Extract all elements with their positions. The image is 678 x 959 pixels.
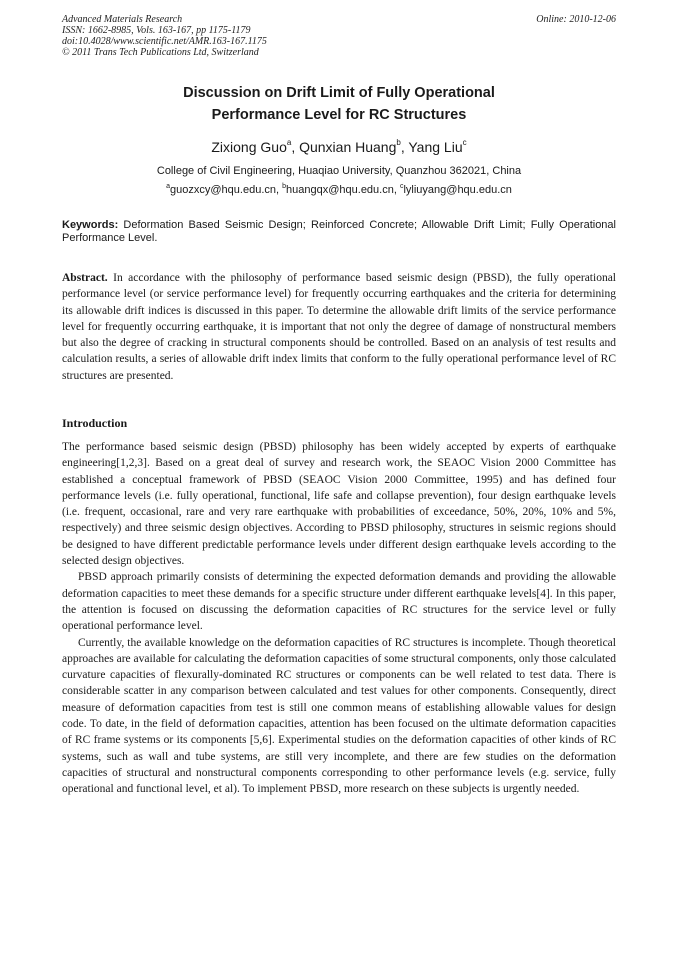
section-heading-introduction: Introduction [62, 416, 128, 430]
journal-meta [62, 14, 267, 58]
author: Zixiong Guo$^a$, [211, 138, 300, 155]
abstract-block [62, 270, 616, 384]
doi-line: doi:10.4028/www.scientific.net/AMR.163-167.1175 [62, 36, 267, 47]
journal-name: Advanced Materials Research [62, 14, 183, 25]
title-line-1: Discussion on Drift Limit of Fully Operational [183, 85, 495, 101]
online-date: Online: 2010-12-06 [536, 14, 616, 25]
keywords-label: Keywords: [62, 219, 119, 231]
email: $^c$lyliuyang@hqu.edu.cn [399, 183, 512, 196]
author-list [62, 137, 616, 157]
paper-title [62, 82, 616, 126]
introduction-body [62, 439, 616, 798]
author: Qunxian Huang$^b$, [299, 138, 409, 155]
keywords-block [62, 219, 616, 245]
author: Yang Liu$^c$ [408, 138, 467, 155]
paragraph: Currently, the available knowledge on the deformation capacities of RC structures is incomplete. Though theoretical approaches are available for calculating the deformation capacities of some structural components, only those calculated curvature capacities of flexurally-dominated RC structures or components can be well related to test data. There is considerable scatter in any comparison between calculated and test values for other components. Consequently, direct measure of deformation capacities from test is still one common means of establishing allowable values for design code. To date, in the field of deformation capacities, attention has been focused on the ultimate deformation capacities of RC frame systems or its components [5,6]. Experimental studies on the deformation capacities of other kinds of RC systems, such as wall and tube systems, are still very incomplete, and there are few studies on the deformation capacities of structural and nonstructural components corresponding to other performance levels (e.g. service, fully operational and functional level, et al). To implement PBSD, more research on these subjects is urgently needed. [62, 636, 617, 796]
issn-line: ISSN: 1662-8985, Vols. 163-167, pp 1175-1179 [62, 25, 251, 36]
copyright-line: © 2011 Trans Tech Publications Ltd, Switzerland [62, 47, 259, 58]
email: $^a$guozxcy@hqu.edu.cn, [166, 183, 283, 196]
email-list [62, 182, 616, 198]
abstract-text: In accordance with the philosophy of performance based seismic design (PBSD), the fully operational performance level (or service performance level) for frequently occurring earthquakes and the criteria for determining its allowable drift indices is discussed in this paper. To determine the allowable drift limits of the service performance level for frequently occurring earthquake, it is important that not only the degree of damage of nonstructural members but also the degree of cracking in structural components should be controlled. Based on an analysis of test results and calculation results, a series of allowable drift index limits that conform to the fully operational performance level of RC structures are presented. [62, 272, 616, 382]
affiliation: College of Civil Engineering, Huaqiao University, Quanzhou 362021, China [156, 165, 522, 177]
keywords-text: Deformation Based Seismic Design; Reinforced Concrete; Allowable Drift Limit; Fully Operational Performance Level. [62, 219, 616, 244]
title-line-2: Performance Level for RC Structures [211, 107, 467, 123]
paragraph: PBSD approach primarily consists of determining the expected deformation demands and providing the allowable deformation capacities to meet these demands for a specific structure under different earthquake levels[4]. In this paper, the attention is focused on discussing the deformation capacities of RC structures for the service level or fully operational performance level. [62, 571, 616, 633]
abstract-label: Abstract. [62, 272, 108, 284]
paragraph: The performance based seismic design (PBSD) philosophy has been widely accepted by experts of earthquake engineering[1,2,3]. Based on a great deal of survey and research work, the SEAOC Vision 2000 Committee has established a conceptual framework of PBSD (SEAOC Vision 2000 Committee, 1995) and has defined four performance levels (i.e. fully operational, functional, life safe and collapse prevention), four design earthquake levels (i.e. frequent, occasional, rare and very rare earthquake with probabilities of exceedance, 50%, 20%, 10% and 5%, respectively) and three seismic design objectives. According to PBSD philosophy, structures in seismic regions should be designed to have different predictable performance levels under different design earthquake levels according to the selected design objectives. [62, 441, 616, 568]
email: $^b$huangqx@hqu.edu.cn, [282, 183, 400, 196]
